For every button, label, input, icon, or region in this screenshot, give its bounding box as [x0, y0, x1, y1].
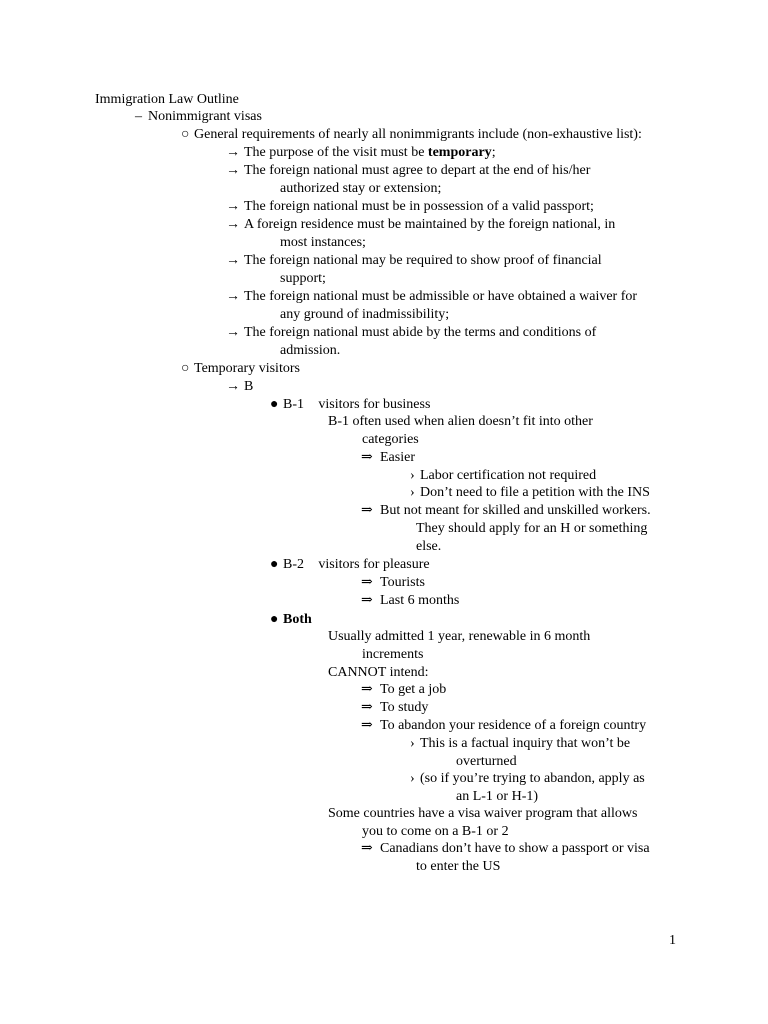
circle-bullet-marker: ○ — [181, 361, 190, 376]
outline-line — [361, 699, 428, 716]
outline-line — [270, 556, 430, 573]
outline-text: The purpose of the visit must be — [244, 145, 428, 160]
outline-text: To study — [380, 700, 429, 715]
outline-text: B-2 visitors for pleasure — [283, 557, 419, 572]
outline-line — [361, 681, 446, 698]
outline-text: most instances; — [280, 235, 366, 250]
outline-line — [181, 360, 300, 377]
outline-text: Nonimmigrant visas — [148, 109, 262, 124]
dot-bullet-marker: ● — [270, 397, 279, 412]
outline-line — [410, 467, 596, 484]
outline-text: A foreign residence must be maintained by the foreign national, in — [244, 217, 616, 232]
outline-text: increments — [362, 647, 424, 662]
outline-text: Usually admitted 1 year, renewable in 6 month — [328, 629, 591, 644]
outline-text: else. — [416, 539, 442, 554]
outline-line — [361, 574, 425, 591]
outline-text: admission. — [280, 343, 341, 358]
arrow-marker: → — [226, 217, 240, 232]
arrow-marker: → — [226, 379, 240, 394]
outline-line — [456, 788, 538, 805]
outline-line — [181, 126, 642, 143]
outline-text: CANNOT intend: — [328, 665, 429, 680]
bold-text: temporary — [427, 145, 492, 160]
outline-text: The foreign national must be admissible or have obtained a waiver for — [244, 289, 638, 304]
chevron-marker: › — [410, 485, 415, 500]
outline-text: B-1 visitors for business — [283, 397, 420, 412]
arrow-marker: → — [226, 253, 240, 268]
outline-line — [226, 144, 496, 161]
dash-marker: – — [135, 109, 142, 124]
outline-line — [410, 770, 645, 787]
double-arrow-marker: ⇒ — [361, 575, 373, 590]
outline-text: B-1 often used when alien doesn’t fit into other — [328, 414, 593, 429]
chevron-marker: › — [410, 468, 415, 483]
bold-text: Both — [283, 612, 312, 627]
chevron-marker: › — [410, 736, 415, 751]
double-arrow-marker: ⇒ — [361, 700, 373, 715]
outline-text: to enter the US — [416, 859, 501, 874]
outline-line — [416, 520, 647, 537]
outline-line — [316, 413, 593, 430]
outline-text: Don’t need to file a petition with the INS — [420, 485, 650, 500]
outline-text: Immigration Law Outline — [95, 92, 239, 107]
outline-line — [280, 234, 366, 251]
outline-line — [226, 324, 596, 341]
outline-line — [280, 270, 326, 287]
outline-line — [416, 538, 441, 555]
outline-line — [361, 449, 415, 466]
outline-text: overturned — [456, 754, 517, 769]
dot-bullet-marker: ● — [270, 557, 279, 572]
arrow-marker: → — [226, 325, 240, 340]
outline-line — [456, 753, 517, 770]
outline-line — [316, 805, 637, 822]
outline-text: any ground of inadmissibility; — [280, 307, 450, 322]
outline-text: They should apply for an H or something — [416, 521, 648, 536]
outline-line — [226, 216, 615, 233]
outline-line — [361, 717, 646, 734]
square-glyph-marker — [316, 413, 328, 430]
outline-text: The foreign national must abide by the terms and conditions of — [244, 325, 597, 340]
chevron-marker: › — [410, 771, 415, 786]
dot-bullet-marker: ● — [270, 612, 279, 627]
double-arrow-marker: ⇒ — [361, 450, 373, 465]
double-arrow-marker: ⇒ — [361, 682, 373, 697]
outline-text: This is a factual inquiry that won’t be — [420, 736, 631, 751]
outline-line — [361, 840, 650, 857]
outline-line — [410, 484, 650, 501]
square-glyph-marker — [316, 664, 328, 681]
outline-line — [270, 396, 430, 413]
outline-text: Canadians don’t have to show a passport or visa — [380, 841, 650, 856]
outline-text: The foreign national must agree to depart at the end of his/her — [244, 163, 591, 178]
arrow-marker: → — [226, 289, 240, 304]
outline-text: Some countries have a visa waiver program that allows — [328, 806, 638, 821]
outline-line — [316, 628, 590, 645]
outline-line — [270, 611, 312, 628]
outline-line — [226, 288, 637, 305]
outline-text: But not meant for skilled and unskilled workers. — [380, 503, 651, 518]
outline-line — [280, 306, 449, 323]
outline-text: B — [244, 379, 254, 394]
outline-text: To get a job — [380, 682, 447, 697]
outline-line — [362, 823, 509, 840]
arrow-marker: → — [226, 145, 240, 160]
outline-line — [226, 198, 594, 215]
outline-line — [410, 735, 630, 752]
outline-line — [361, 592, 459, 609]
outline-text: General requirements of nearly all nonimmigrants include (non-exhaustive list): — [194, 127, 642, 142]
outline-text: To abandon your residence of a foreign country — [380, 718, 647, 733]
outline-line — [416, 858, 500, 875]
outline-line — [280, 180, 441, 197]
square-glyph-marker — [316, 628, 328, 645]
outline-line — [362, 646, 423, 663]
outline-line — [226, 162, 590, 179]
square-glyph-marker — [316, 805, 328, 822]
outline-text: categories — [362, 432, 419, 447]
circle-bullet-marker: ○ — [181, 127, 190, 142]
arrow-marker: → — [226, 199, 240, 214]
outline-line — [226, 378, 253, 395]
outline-line — [135, 108, 262, 125]
outline-line — [316, 664, 428, 681]
outline-text: The foreign national may be required to show proof of financial — [244, 253, 602, 268]
outline-text: Temporary visitors — [194, 361, 300, 376]
double-arrow-marker: ⇒ — [361, 503, 373, 518]
outline-line — [226, 252, 602, 269]
outline-text: (so if you’re trying to abandon, apply as — [420, 771, 645, 786]
outline-text: Last 6 months — [380, 593, 460, 608]
outline-text: an L-1 or H-1) — [456, 789, 539, 804]
page-number: 1 — [669, 933, 676, 948]
outline-line — [362, 431, 419, 448]
outline-text: The foreign national must be in possession of a valid passport; — [244, 199, 594, 214]
outline-text: you to come on a B-1 or 2 — [362, 824, 509, 839]
outline-text: Labor certification not required — [420, 468, 597, 483]
outline-text: Easier — [380, 450, 415, 465]
double-arrow-marker: ⇒ — [361, 841, 373, 856]
double-arrow-marker: ⇒ — [361, 593, 373, 608]
outline-text: support; — [280, 271, 326, 286]
arrow-marker: → — [226, 163, 240, 178]
outline-line — [361, 502, 651, 519]
double-arrow-marker: ⇒ — [361, 718, 373, 733]
trailing-text: ; — [491, 145, 496, 160]
outline-line — [280, 342, 340, 359]
outline-text: authorized stay or extension; — [280, 181, 442, 196]
document-title — [95, 91, 239, 108]
outline-text: Tourists — [380, 575, 425, 590]
